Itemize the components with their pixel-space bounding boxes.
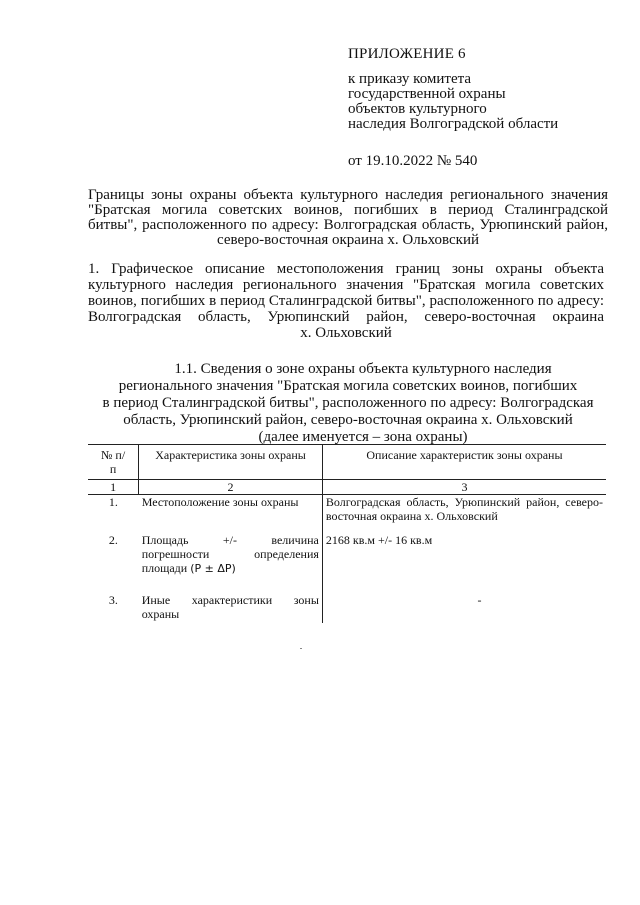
row-characteristic-text: Местоположение зоны охраны: [141, 495, 299, 509]
row-description-text: 2168 кв.м +/- 16 кв.м: [325, 533, 433, 547]
index-cell: 3: [322, 480, 606, 495]
appendix-date: от 19.10.2022 № 540: [348, 153, 478, 169]
subsection-line: регионального значения "Братская могила советских воинов, погибших: [118, 378, 578, 394]
title-line: северо-восточная окраина х. Ольховский: [217, 232, 479, 248]
area-formula: (P ± ΔP): [190, 562, 236, 575]
table-row: [88, 533, 606, 593]
header-number-label: № п/п: [100, 448, 126, 476]
scan-speck: [300, 648, 302, 649]
appendix-block: [348, 47, 558, 169]
row-description: [322, 495, 606, 534]
table-row: [88, 495, 606, 534]
index-cell: 2: [139, 480, 323, 495]
subsection-line: в период Сталинградской битвы", расположенного по адресу: Волгоградская: [102, 395, 594, 411]
row-description-text: Волгоградская область, Урюпинский район, северо-восточная окраина х. Ольховский: [325, 495, 603, 523]
subsection-line: область, Урюпинский район, северо-восточная окраина х. Ольховский: [123, 412, 573, 428]
row-number: 1.: [108, 495, 118, 509]
appendix-line: государственной охраны: [348, 86, 506, 102]
header-description: Описание характеристик зоны охраны: [322, 445, 606, 480]
section-1-line: воинов, погибших в период Сталинградской битвы", расположенного по адресу:: [88, 293, 604, 309]
section-1-line: 1. Графическое описание местоположения границ зоны охраны объекта: [88, 261, 604, 277]
row-number: 2.: [108, 533, 118, 547]
subsection-line: (далее именуется – зона охраны): [258, 429, 468, 445]
section-1-line: х. Ольховский: [300, 325, 392, 341]
row-description: [322, 593, 606, 623]
row-characteristic-text: [142, 533, 319, 576]
appendix-line: наследия Волгоградской области: [348, 116, 559, 132]
row-characteristic-label: Площадь +/- величина погрешности определения площади: [141, 533, 319, 575]
title-line: битвы", расположенного по адресу: Волгоградская область, Урюпинский район,: [88, 217, 608, 233]
row-characteristic: [139, 593, 323, 623]
section-1-heading: [88, 261, 604, 341]
appendix-line: объектов культурного: [348, 101, 487, 117]
table-row: [88, 593, 606, 623]
header-characteristic: Характеристика зоны охраны: [139, 445, 323, 480]
appendix-order-reference: [348, 72, 558, 132]
zone-characteristics-table: [88, 444, 606, 623]
title-line: "Братская могила советских воинов, погибших в период Сталинградской: [88, 202, 608, 218]
index-cell: 1: [88, 480, 139, 495]
title-line: Границы зоны охраны объекта культурного наследия регионального значения: [88, 187, 608, 203]
section-1-line: культурного наследия регионального значения "Братская могила советских: [88, 277, 604, 293]
section-1-line: Волгоградская область, Урюпинский район, северо-восточная окраина: [88, 309, 604, 325]
row-characteristic-text: Иные характеристики зоны охраны: [141, 593, 319, 621]
appendix-line: к приказу комитета: [348, 71, 472, 87]
row-description: [322, 533, 606, 593]
row-description-text: -: [477, 593, 482, 607]
table-header-row: [88, 445, 606, 480]
appendix-title: ПРИЛОЖЕНИЕ 6: [348, 46, 466, 62]
header-number: [88, 445, 139, 480]
row-characteristic: [139, 495, 323, 534]
subsection-1-1-heading: [98, 361, 598, 446]
subsection-line: 1.1. Сведения о зоне охраны объекта культурного наследия: [174, 361, 552, 377]
table-index-row: [88, 480, 606, 495]
row-characteristic: [139, 533, 323, 593]
row-number: 3.: [108, 593, 118, 607]
document-title: [88, 188, 608, 248]
